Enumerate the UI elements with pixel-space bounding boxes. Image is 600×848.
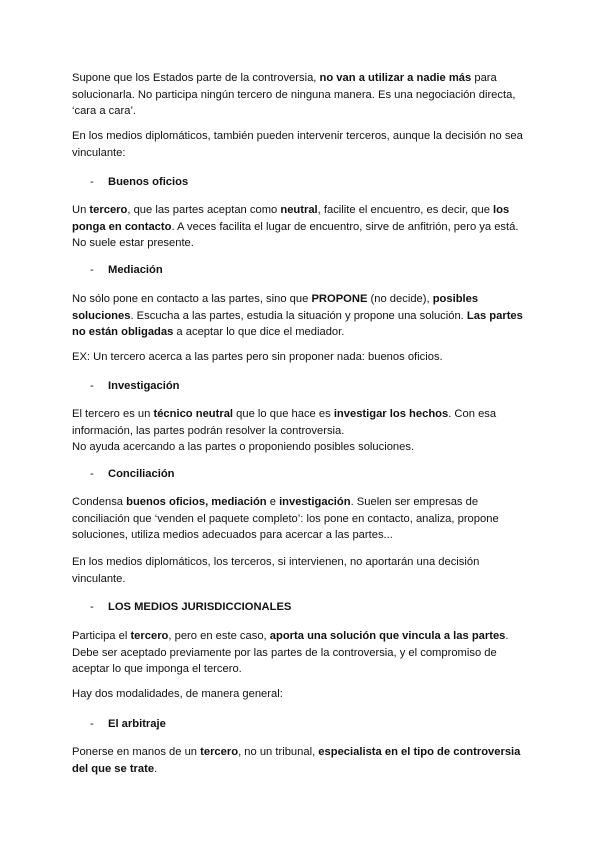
bold-text: PROPONE [311,293,368,305]
bold-text: aporta una solución que vincula a las partes [269,630,506,642]
bullet: - [90,380,94,392]
paragraph-modalidades [72,686,532,703]
heading-text: LOS MEDIOS JURISDICCIONALES [108,601,292,613]
text: EX: Un tercero acerca a las partes pero sin proponer nada: buenos oficios. [72,351,443,363]
bullet: - [90,176,94,188]
paragraph-terceros [72,128,532,161]
text: El tercero es un [72,408,154,420]
bold-text: posibles soluciones [72,293,479,322]
text: Hay dos modalidades, de manera general: [72,688,283,700]
text: . [154,762,158,775]
heading-buenos-oficios [90,174,188,190]
heading-text: Mediación [108,264,163,276]
heading-text: El arbitraje [108,718,166,730]
bold-text: tercero [200,746,239,758]
bold-text: no van a utilizar a nadie más [319,72,472,84]
text: . Escucha a las partes, estudia la situación y propone una solución. [130,309,467,322]
heading-investigacion [90,378,180,394]
text: Ponerse en manos de un [72,746,201,758]
heading-conciliacion [90,466,175,482]
bullet: - [90,264,94,276]
text: Condensa [72,496,127,508]
text: , pero en este caso, [168,630,270,642]
paragraph-arbitraje [72,744,532,777]
bold-text: los ponga en contacto [72,204,510,233]
bold-text: Las partes no están obligadas [72,309,523,338]
text: a aceptar lo que dice el mediador. [173,326,345,338]
text: En los medios diplomáticos, también pueden intervenir terceros, aunque la decisión no sea vinculante: [72,130,523,159]
heading-arbitraje [90,716,166,732]
paragraph-mediacion [72,291,532,341]
text: Supone que los Estados parte de la controversia, [72,72,320,84]
text: e [266,496,280,508]
text: . Suelen ser empresas de conciliación que ‘venden el paquete completo’: los pone en contacto, analiza, propone soluciones, utiliza medios adecuados para acercar a las partes... [72,496,499,541]
paragraph-terceros-decision [72,554,532,587]
bold-text: buenos oficios, mediación [126,496,267,508]
paragraph-negociacion [72,70,532,120]
text: . Debe ser aceptado previamente por las partes de la controversia, y el compromiso de aceptar lo que imponga el tercero. [72,630,509,675]
bullet: - [90,468,94,480]
bold-text: especialista en el tipo de controversia del que se trate [72,746,521,775]
heading-mediacion [90,262,163,278]
paragraph-investigacion [72,406,532,456]
text: Un [72,204,90,216]
bullet: - [90,718,94,730]
text: , no un tribunal, [238,746,319,758]
paragraph-conciliacion [72,494,532,544]
paragraph-jurisdiccionales [72,628,532,678]
bold-text: tercero [89,204,128,216]
text: Participa el [72,630,131,642]
paragraph-buenos-oficios [72,202,532,252]
bold-text: neutral [280,204,318,216]
bullet: - [90,601,94,613]
heading-text: Buenos oficios [108,176,189,188]
text: que lo que hace es [233,408,334,420]
text: En los medios diplomáticos, los terceros, si intervienen, no aportarán una decisión vinculante. [72,556,480,585]
text: . A veces facilita el lugar de encuentro, sirve de anfitrión, pero ya está. No suele estar presente. [72,220,519,249]
text: No ayuda acercando a las partes o proponiendo posibles soluciones. [72,441,415,453]
text: , facilite el encuentro, es decir, que [317,204,494,216]
bold-text: investigar los hechos [333,408,449,420]
text: , que las partes aceptan como [127,204,281,216]
heading-text: Conciliación [108,468,175,480]
text: (no decide), [367,293,433,305]
heading-medios-jurisdiccionales [90,599,291,615]
text: No sólo pone en contacto a las partes, sino que [72,293,312,305]
text: . Con esa información, las partes podrán resolver la controversia. [72,408,497,437]
bold-text: técnico neutral [153,408,234,420]
paragraph-ejemplo [72,349,532,366]
text: para solucionarla. No participa ningún tercero de ninguna manera. Es una negociación directa, ‘cara a cara’. [72,72,516,117]
heading-text: Investigación [108,380,180,392]
bold-text: tercero [130,630,169,642]
bold-text: investigación [279,496,351,508]
